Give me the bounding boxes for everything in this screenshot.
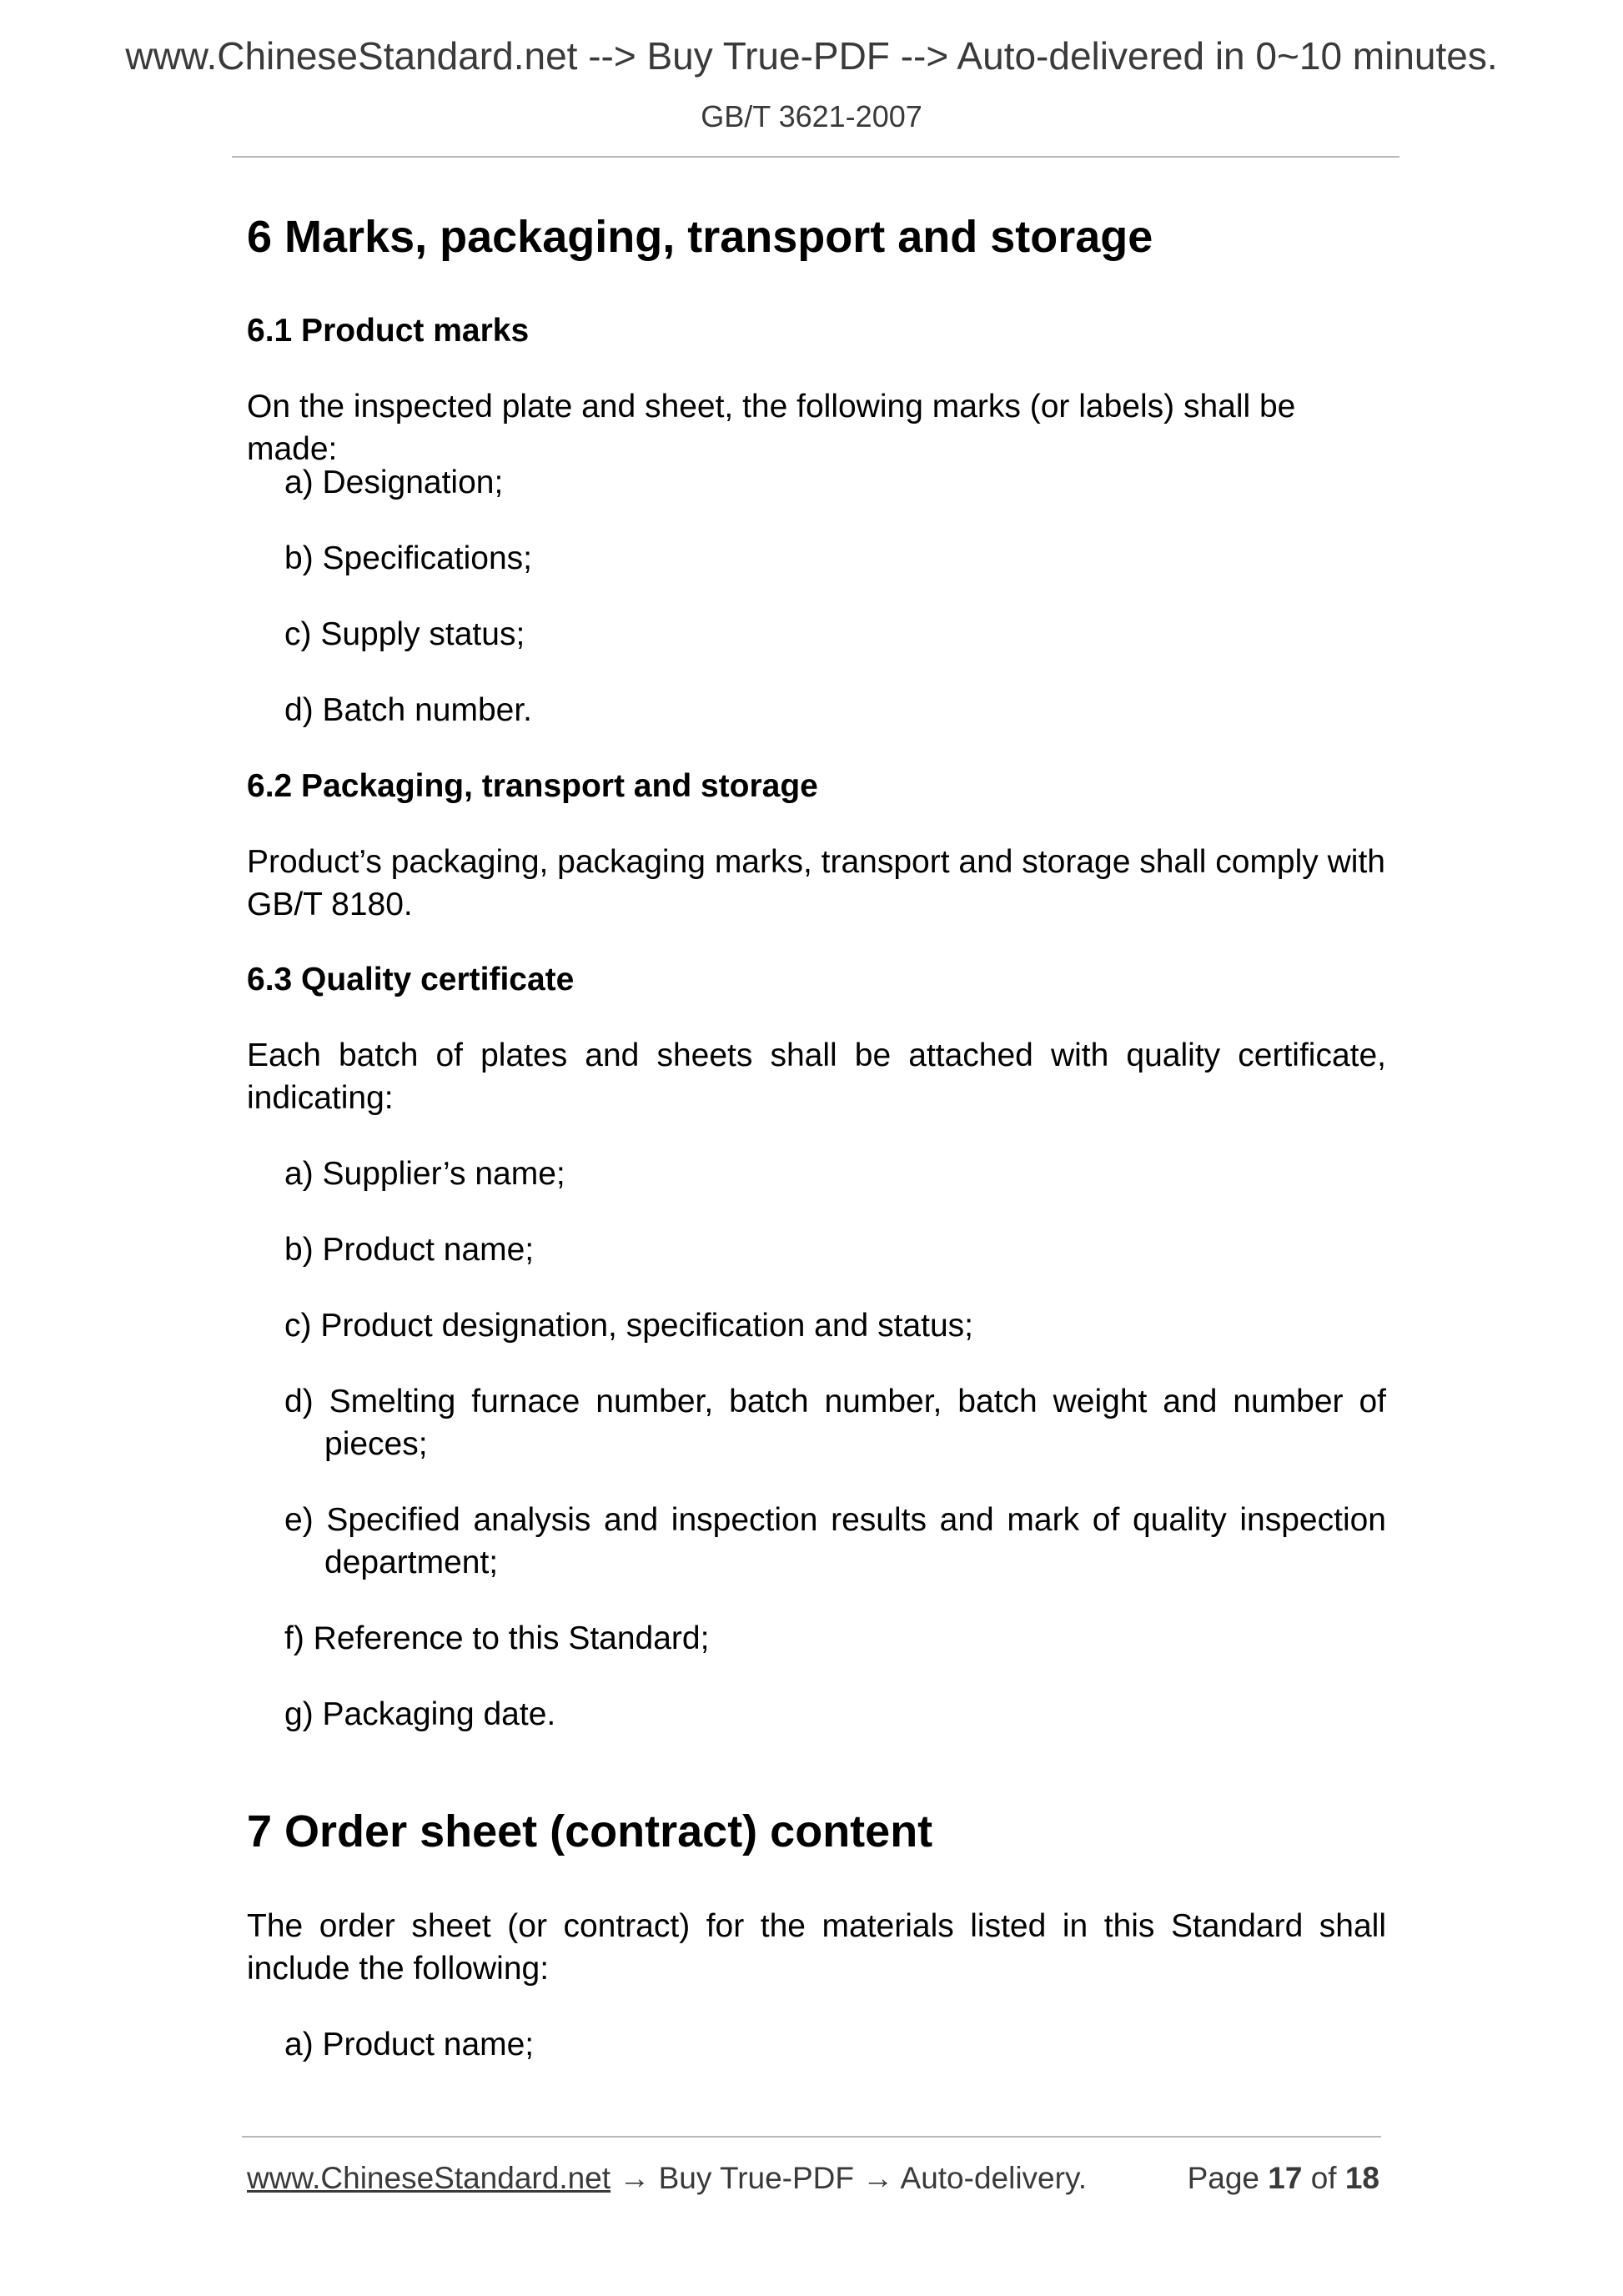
total-pages-number: 18	[1344, 2161, 1379, 2195]
list-item: c) Product designation, specification and status;	[284, 1308, 973, 1344]
section-6-title: 6 Marks, packaging, transport and storage	[247, 212, 1153, 262]
list-item: b) Product name;	[284, 1232, 535, 1268]
list-item: d) Batch number.	[284, 692, 532, 728]
section-7-intro: The order sheet (or contract) for the materials listed in this Standard shall include the following:	[247, 1908, 1386, 1987]
section-7-title: 7 Order sheet (contract) content	[247, 1806, 933, 1856]
list-item: b) Specifications;	[284, 540, 532, 576]
section-6-1-intro: On the inspected plate and sheet, the following marks (or labels) shall be made:	[247, 389, 1296, 467]
list-item: a) Product name;	[284, 2027, 535, 2062]
page-indicator	[1188, 2160, 1379, 2197]
footer-tagline: → Buy True-PDF → Auto-delivery.	[611, 2161, 1087, 2195]
section-6-2-title: 6.2 Packaging, transport and storage	[247, 768, 818, 804]
list-item: d) Smelting furnace number, batch number, batch weight and number of pieces;	[284, 1384, 1386, 1462]
section-6-2-text: Product’s packaging, packaging marks, transport and storage shall comply with GB/T 8180.	[247, 844, 1385, 922]
document-number: GB/T 3621-2007	[701, 99, 922, 133]
list-item: e) Specified analysis and inspection results and mark of quality inspection department;	[284, 1502, 1386, 1580]
list-item: g) Packaging date.	[284, 1696, 556, 1732]
list-item: f) Reference to this Standard;	[284, 1620, 710, 1656]
section-6-1-title: 6.1 Product marks	[247, 313, 530, 349]
list-item: c) Supply status;	[284, 616, 525, 652]
of-label: of	[1310, 2161, 1337, 2195]
page-label: Page	[1187, 2161, 1259, 2195]
footer-site-link[interactable]: www.ChineseStandard.net	[247, 2161, 611, 2195]
section-6-3-title: 6.3 Quality certificate	[247, 962, 575, 997]
top-banner: www.ChineseStandard.net --> Buy True-PDF --> Auto-delivered in 0~10 minutes.	[125, 34, 1498, 78]
page-footer	[247, 2160, 1379, 2197]
footer-divider	[242, 2136, 1381, 2138]
list-item: a) Supplier’s name;	[284, 1156, 565, 1192]
section-6-3-intro: Each batch of plates and sheets shall be attached with quality certificate, indicating:	[247, 1037, 1386, 1116]
list-item: a) Designation;	[284, 465, 504, 500]
current-page-number: 17	[1268, 2161, 1303, 2195]
